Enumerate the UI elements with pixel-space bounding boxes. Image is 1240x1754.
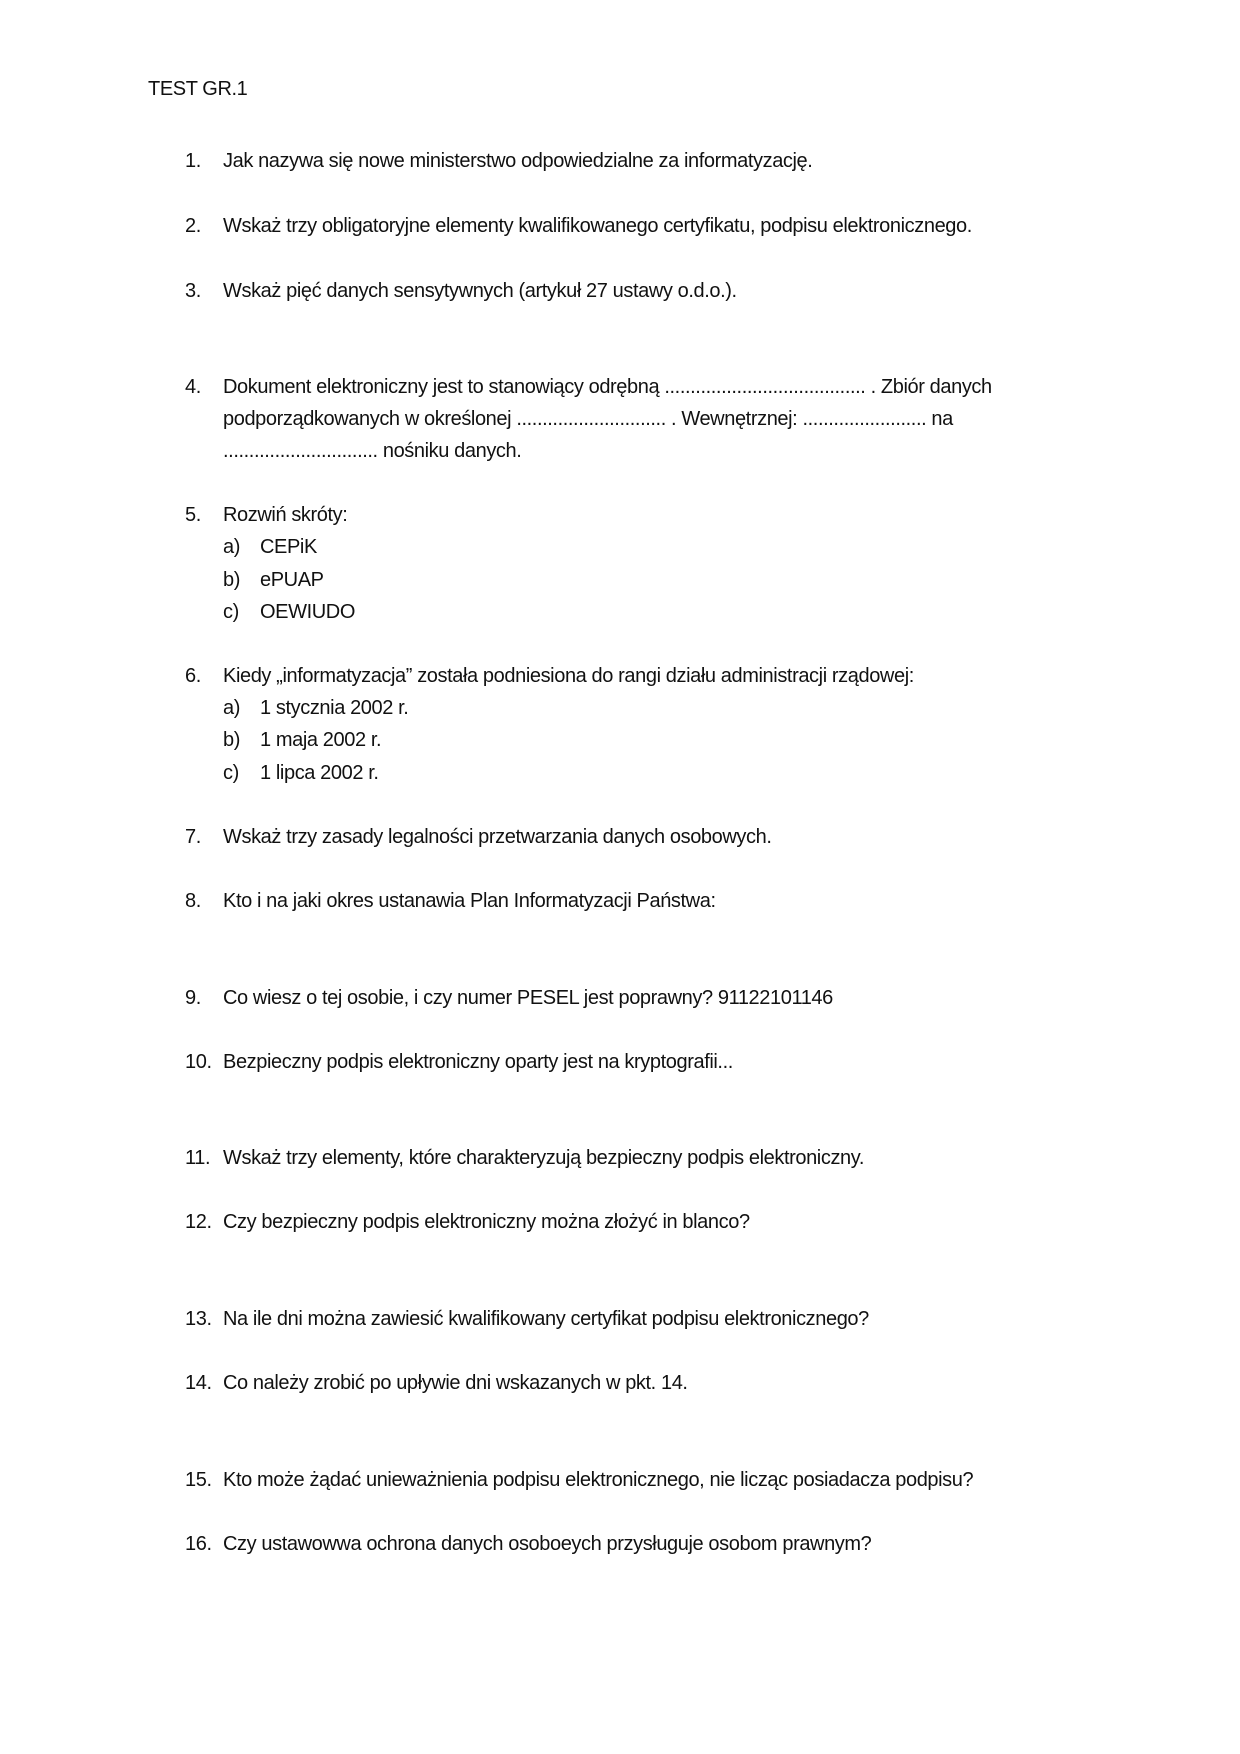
question-text: Jak nazywa się nowe ministerstwo odpowiedzialne za informatyzację. bbox=[223, 150, 813, 172]
question-number: 12. bbox=[185, 1211, 212, 1233]
question-text: podporządkowanych w określonej ............................. . Wewnętrznej: ........................ na bbox=[223, 408, 953, 430]
document-title: TEST GR.1 bbox=[148, 78, 248, 100]
option-text: OEWIUDO bbox=[260, 601, 355, 623]
option-label: a) bbox=[223, 536, 240, 558]
question-number: 16. bbox=[185, 1533, 212, 1555]
question-number: 1. bbox=[185, 150, 201, 172]
question-number: 4. bbox=[185, 376, 201, 398]
question-text: Kto może żądać unieważnienia podpisu elektronicznego, nie licząc posiadacza podpisu? bbox=[223, 1469, 974, 1491]
question-number: 10. bbox=[185, 1051, 212, 1073]
question-text: Kto i na jaki okres ustanawia Plan Informatyzacji Państwa: bbox=[223, 890, 716, 912]
question-text: Czy ustawowwa ochrona danych osoboeych przysługuje osobom prawnym? bbox=[223, 1533, 872, 1555]
question-text: .............................. nośniku danych. bbox=[223, 440, 522, 462]
question-text: Wskaż trzy obligatoryjne elementy kwalifikowanego certyfikatu, podpisu elektronicznego. bbox=[223, 215, 972, 237]
question-number: 14. bbox=[185, 1372, 212, 1394]
question-text: Rozwiń skróty: bbox=[223, 504, 348, 526]
option-text: 1 stycznia 2002 r. bbox=[260, 697, 409, 719]
question-text: Wskaż trzy zasady legalności przetwarzania danych osobowych. bbox=[223, 826, 772, 848]
option-label: b) bbox=[223, 729, 240, 751]
option-label: b) bbox=[223, 569, 240, 591]
option-label: a) bbox=[223, 697, 240, 719]
question-number: 7. bbox=[185, 826, 201, 848]
option-text: ePUAP bbox=[260, 569, 324, 591]
question-text: Co należy zrobić po upływie dni wskazanych w pkt. 14. bbox=[223, 1372, 688, 1394]
question-text: Wskaż pięć danych sensytywnych (artykuł 27 ustawy o.d.o.). bbox=[223, 280, 737, 302]
question-number: 3. bbox=[185, 280, 201, 302]
question-number: 5. bbox=[185, 504, 201, 526]
option-text: 1 maja 2002 r. bbox=[260, 729, 382, 751]
option-text: CEPiK bbox=[260, 536, 317, 558]
question-text: Wskaż trzy elementy, które charakteryzują bezpieczny podpis elektroniczny. bbox=[223, 1147, 865, 1169]
question-text: Na ile dni można zawiesić kwalifikowany certyfikat podpisu elektronicznego? bbox=[223, 1308, 869, 1330]
option-label: c) bbox=[223, 762, 239, 784]
question-text: Czy bezpieczny podpis elektroniczny można złożyć in blanco? bbox=[223, 1211, 750, 1233]
option-text: 1 lipca 2002 r. bbox=[260, 762, 379, 784]
question-number: 8. bbox=[185, 890, 201, 912]
question-number: 6. bbox=[185, 665, 201, 687]
question-text: Dokument elektroniczny jest to stanowiący odrębną ....................................... . Zbiór danych bbox=[223, 376, 992, 398]
question-text: Bezpieczny podpis elektroniczny oparty jest na kryptografii... bbox=[223, 1051, 733, 1073]
question-number: 9. bbox=[185, 987, 201, 1009]
option-label: c) bbox=[223, 601, 239, 623]
question-text: Kiedy „informatyzacja” została podniesiona do rangi działu administracji rządowej: bbox=[223, 665, 914, 687]
question-number: 13. bbox=[185, 1308, 212, 1330]
question-number: 11. bbox=[185, 1147, 211, 1169]
question-number: 15. bbox=[185, 1469, 212, 1491]
question-text: Co wiesz o tej osobie, i czy numer PESEL jest poprawny? 91122101146 bbox=[223, 987, 833, 1009]
question-number: 2. bbox=[185, 215, 201, 237]
